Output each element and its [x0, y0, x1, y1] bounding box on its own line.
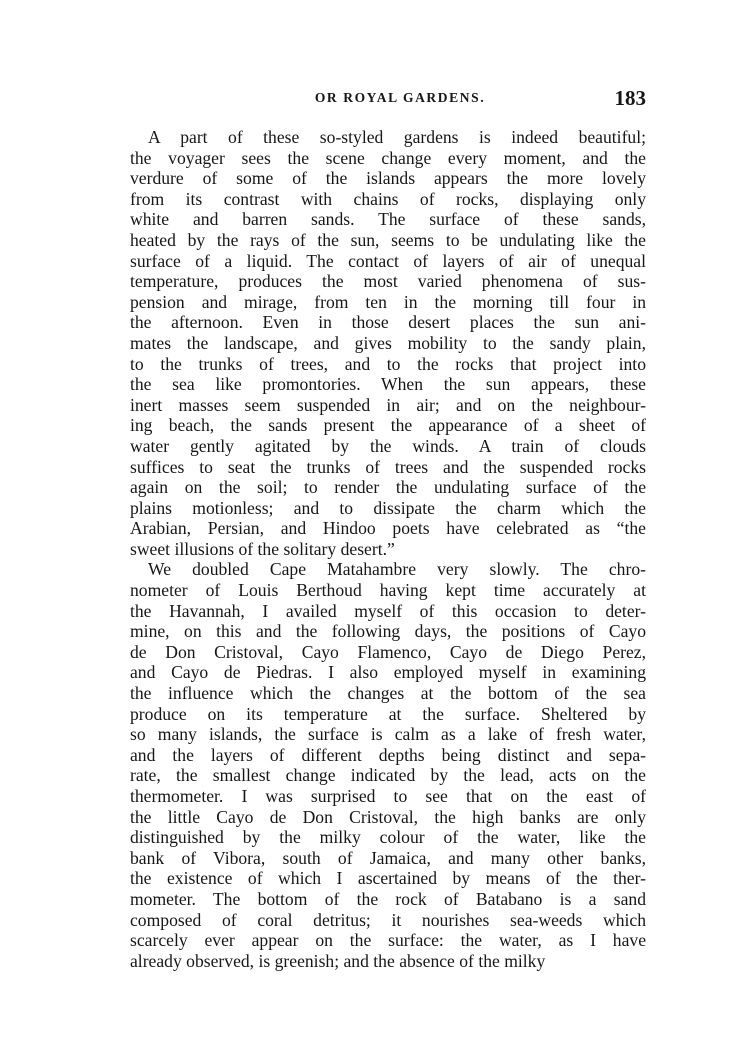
text-line: already observed, is greenish; and the absence of the milky [130, 950, 546, 971]
text-line: suffices to seat the trunks of trees and the suspended rocks [130, 456, 646, 477]
text-line: the little Cayo de Don Cristoval, the high banks are only [130, 806, 646, 827]
text-line: white and barren sands. The surface of these sands, [130, 209, 646, 230]
text-line: We doubled Cape Matahambre very slowly. The chro- [148, 559, 646, 580]
text-line: again on the soil; to render the undulating surface of the [130, 477, 646, 498]
text-line: water gently agitated by the winds. A train of clouds [130, 435, 646, 456]
text-line: scarcely ever appear on the surface: the water, as I have [130, 930, 646, 951]
text-line: mates the landscape, and gives mobility to the sandy plain, [130, 332, 646, 353]
text-line: the influence which the changes at the bottom of the sea [130, 683, 646, 704]
text-line: and Cayo de Piedras. I also employed myself in examining [130, 662, 646, 683]
text-line: the sea like promontories. When the sun appears, these [130, 374, 646, 395]
text-line: produce on its temperature at the surface. Sheltered by [130, 703, 646, 724]
text-line: composed of coral detritus; it nourishes sea-weeds which [130, 909, 646, 930]
body-text [130, 127, 646, 971]
paragraph [130, 127, 646, 559]
running-head [130, 86, 646, 114]
text-line: pension and mirage, from ten in the morning till four in [130, 291, 646, 312]
paragraph [130, 559, 646, 971]
text-line: sweet illusions of the solitary desert.” [130, 538, 395, 559]
text-line: ing beach, the sands present the appearance of a sheet of [130, 415, 646, 436]
text-line: mometer. The bottom of the rock of Batabano is a sand [130, 888, 646, 909]
text-line: rate, the smallest change indicated by the lead, acts on the [130, 765, 646, 786]
text-line: the Havannah, I availed myself of this occasion to deter- [130, 600, 646, 621]
text-line: the afternoon. Even in those desert places the sun ani- [130, 312, 646, 333]
text-line: to the trunks of trees, and to the rocks that project into [130, 353, 646, 374]
text-line: bank of Vibora, south of Jamaica, and many other banks, [130, 847, 646, 868]
text-line: heated by the rays of the sun, seems to be undulating like the [130, 229, 646, 250]
text-line: Arabian, Persian, and Hindoo poets have celebrated as “the [130, 518, 646, 539]
text-line: nometer of Louis Berthoud having kept time accurately at [130, 580, 646, 601]
text-line: from its contrast with chains of rocks, displaying only [130, 188, 646, 209]
running-title: OR ROYAL GARDENS. [314, 90, 486, 105]
text-line: the existence of which I ascertained by means of the ther- [130, 868, 646, 889]
text-line: de Don Cristoval, Cayo Flamenco, Cayo de Diego Perez, [130, 641, 646, 662]
text-line: A part of these so-styled gardens is indeed beautiful; [148, 127, 646, 147]
text-line: verdure of some of the islands appears the more lovely [130, 168, 646, 189]
text-line: inert masses seem suspended in air; and on the neighbour- [130, 394, 646, 415]
text-line: so many islands, the surface is calm as a lake of fresh water, [130, 724, 646, 745]
text-line: the voyager sees the scene change every moment, and the [130, 147, 646, 168]
text-line: thermometer. I was surprised to see that on the east of [130, 786, 646, 806]
text-line: distinguished by the milky colour of the water, like the [130, 827, 646, 848]
page-number: 183 [614, 86, 646, 110]
text-line: temperature, produces the most varied phenomena of sus- [130, 271, 646, 292]
text-line: mine, on this and the following days, the positions of Cayo [130, 621, 646, 642]
text-line: and the layers of different depths being distinct and sepa- [130, 744, 646, 765]
text-line: surface of a liquid. The contact of layers of air of unequal [130, 250, 646, 271]
text-line: plains motionless; and to dissipate the charm which the [130, 497, 646, 518]
